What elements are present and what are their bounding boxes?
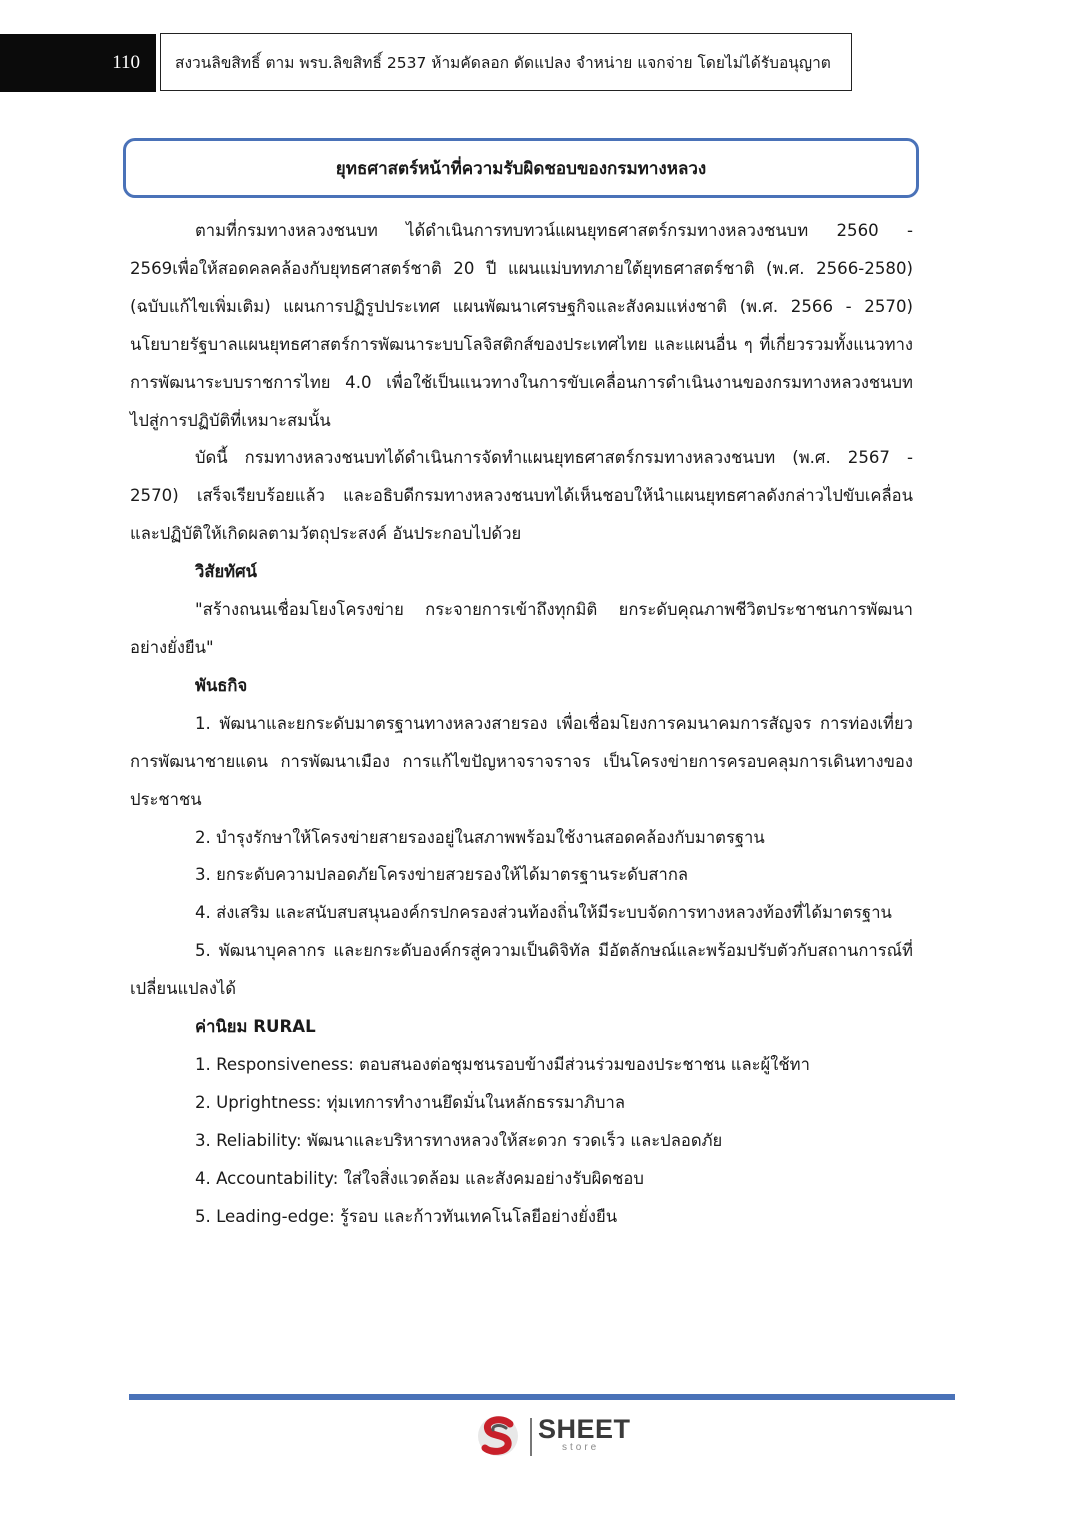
- intro-paragraph: บัดนี้ กรมทางหลวงชนบทได้ดำเนินการจัดทำแผนยุทธศาสตร์กรมทางหลวงชนบท (พ.ศ. 2567 - 2570) เสร็จเรียบร้อยแล้ว และอธิบดีกรมทางหลวงชนบทได้เห็นชอบให้นำแผนยุทธศาลดังกล่าวไปขับเคลื่อน และปฏิบัติให้เกิดผลตามวัตถุประสงค์ อันประกอบไปด้วย: [130, 448, 913, 544]
- value-item: 2. Uprightness: ทุ่มเทการทำงานยึดมั่นในหลักธรรมาภิบาล: [195, 1092, 625, 1112]
- value-item: 1. Responsiveness: ตอบสนองต่อชุมชนรอบข้างมีส่วนร่วมของประชาชน และผู้ใช้ทา: [195, 1054, 810, 1074]
- mission-heading: พันธกิจ: [195, 675, 248, 695]
- copyright-header: สงวนลิขสิทธิ์ ตาม พรบ.ลิขสิทธิ์ 2537 ห้ามคัดลอก ดัดแปลง จำหน่าย แจกจ่าย โดยไม่ได้รับอนุญาต: [160, 33, 852, 91]
- intro-paragraph: ตามที่กรมทางหลวงชนบท ได้ดำเนินการทบทวน์แผนยุทธศาสตร์กรมทางหลวงชนบท 2560 - 2569เพื่อให้สอดคลคล้องกับยุทธศาสตร์ชาติ 20 ปี แผนแม่บททภายใต้ยุทธศาสตร์ชาติ (พ.ศ. 2566-2580) (ฉบับแก้ไขเพิ่มเติม) แผนการปฏิรูปประเทศ แผนพัฒนาเศรษฐกิจและสังคมแห่งชาติ (พ.ศ. 2566 - 2570) นโยบายรัฐบาลแผนยุทธศาสตร์การพัฒนาระบบโลจิสติกส์ของประเทศไทย และแผนอื่น ๆ ที่เกี่ยวรวมทั้งแนวทางการพัฒนาระบบราชการไทย 4.0 เพื่อใช้เป็นแนวทางในการขับเคลื่อนการดำเนินงานของกรมทางหลวงชนบทไปสู่การปฏิบัติที่เหมาะสมนั้น: [130, 221, 913, 430]
- logo-subtext: store: [562, 1442, 600, 1453]
- mission-item: 3. ยกระดับความปลอดภัยโครงข่ายสวยรองให้ได้มาตรฐานระดับสากล: [195, 865, 689, 885]
- document-body: [130, 212, 913, 1235]
- value-item: 5. Leading-edge: รู้รอบ และก้าวทันเทคโนโลยีอย่างยั่งยืน: [195, 1206, 618, 1226]
- value-item: 3. Reliability: พัฒนาและบริหารทางหลวงให้สะดวก รวดเร็ว และปลอดภัย: [195, 1130, 723, 1150]
- page-number: 110: [0, 34, 156, 92]
- values-heading: ค่านิยม RURAL: [195, 1017, 316, 1037]
- vision-heading: วิสัยทัศน์: [195, 562, 257, 582]
- mission-item: 2. บำรุงรักษาให้โครงข่ายสายรองอยู่ในสภาพพร้อมใช้งานสอดคล้องกับมาตรฐาน: [195, 827, 765, 847]
- section-title: ยุทธศาสตร์หน้าที่ความรับผิดชอบของกรมทางหลวง: [123, 138, 919, 198]
- logo-divider: [530, 1418, 532, 1456]
- value-item: 4. Accountability: ใส่ใจสิ่งแวดล้อม และสังคมอย่างรับผิดชอบ: [195, 1168, 644, 1188]
- logo-text: SHEET: [538, 1414, 631, 1444]
- mission-item: 4. ส่งเสริม และสนับสบสนุนองค์กรปกครองส่วนท้องถิ่นให้มีระบบจัดการทางหลวงท้องที่ได้มาตรฐาน: [195, 903, 892, 923]
- mission-item: 5. พัฒนาบุคลากร และยกระดับองค์กรสู่ความเป็นดิจิทัล มีอัตลักษณ์และพร้อมปรับตัวกับสถานการณ์ที่เปลี่ยนแปลงได้: [130, 941, 913, 999]
- footer-divider: [129, 1394, 955, 1400]
- mission-item: 1. พัฒนาและยกระดับมาตรฐานทางหลวงสายรอง เพื่อเชื่อมโยงการคมนาคมการสัญจร การท่องเที่ยว การพัฒนาชายแดน การพัฒนาเมือง การแก้ไขปัญหาจราจราจร เป็นโครงข่ายการครอบคลุมการเดินทางของประชาชน: [130, 713, 913, 809]
- vision-text: "สร้างถนนเชื่อมโยงโครงข่าย กระจายการเข้าถึงทุกมิติ ยกระดับคุณภาพชีวิตประชาชนการพัฒนาอย่างยั่งยืน": [130, 600, 913, 657]
